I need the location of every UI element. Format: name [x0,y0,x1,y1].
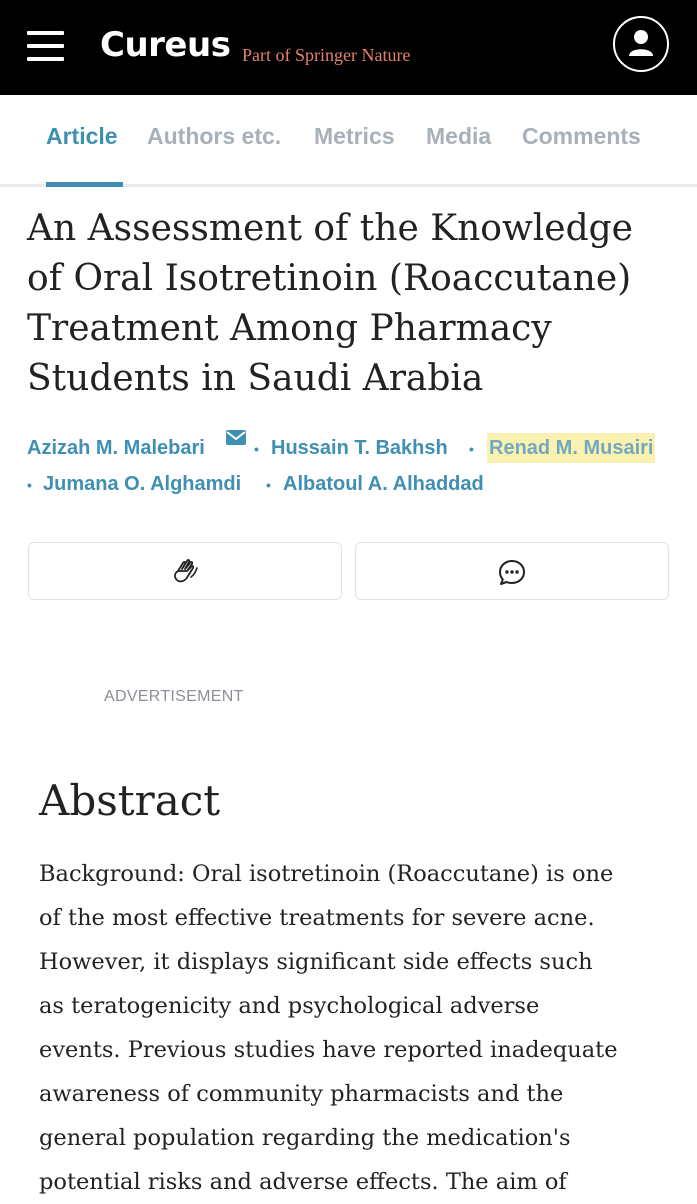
abstract-line: However, it displays significant side effects such [39,949,593,975]
advertisement-label: ADVERTISEMENT [104,688,244,705]
tab-media[interactable]: Media [426,123,492,149]
abstract-line: potential risks and adverse effects. The aim of [39,1169,567,1195]
article-title [27,204,677,404]
abstract-line: Background: Oral isotretinoin (Roaccutane) is one [39,861,614,887]
abstract-line: events. Previous studies have reported inadequate [39,1037,618,1063]
author-separator: • [254,441,259,457]
active-tab-indicator [46,182,123,187]
author-separator: • [266,477,271,493]
user-profile-icon [624,27,658,61]
top-bar [0,0,697,95]
abstract-text [39,852,679,1204]
comment-bubble-icon [498,559,526,587]
abstract-line: of the most effective treatments for severe acne. [39,905,595,931]
author-link[interactable]: Hussain T. Bakhsh [271,437,448,459]
title-line: An Assessment of the Knowledge [27,208,633,249]
hamburger-menu-icon[interactable] [27,31,64,61]
tab-authors[interactable]: Authors etc. [147,123,282,149]
author-separator: • [469,441,474,457]
title-line: Students in Saudi Arabia [27,358,484,399]
author-link[interactable]: Albatoul A. Alhaddad [283,473,484,495]
title-line: of Oral Isotretinoin (Roaccutane) [27,258,632,299]
author-link[interactable]: Jumana O. Alghamdi [43,473,242,495]
tab-comments[interactable]: Comments [522,123,641,149]
abstract-line: as teratogenicity and psychological adverse [39,993,540,1019]
cureus-logo[interactable]: Cureus [100,25,231,65]
abstract-heading: Abstract [39,776,221,825]
author-link[interactable]: Azizah M. Malebari [27,437,205,459]
envelope-icon[interactable] [226,430,246,445]
author-separator: • [27,477,32,493]
clapping-hands-icon [171,557,201,587]
abstract-line: general population regarding the medication's [39,1125,571,1151]
user-profile-button[interactable] [613,16,669,72]
clap-button[interactable] [28,542,342,600]
springer-tagline: Part of Springer Nature [242,45,411,65]
article-tabs [0,95,697,187]
comment-button[interactable] [355,542,669,600]
tab-metrics[interactable]: Metrics [314,123,395,149]
tab-article[interactable]: Article [46,123,118,149]
author-link-highlighted[interactable]: Renad M. Musairi [487,433,655,463]
abstract-line: awareness of community pharmacists and the [39,1081,564,1107]
title-line: Treatment Among Pharmacy [27,308,552,349]
